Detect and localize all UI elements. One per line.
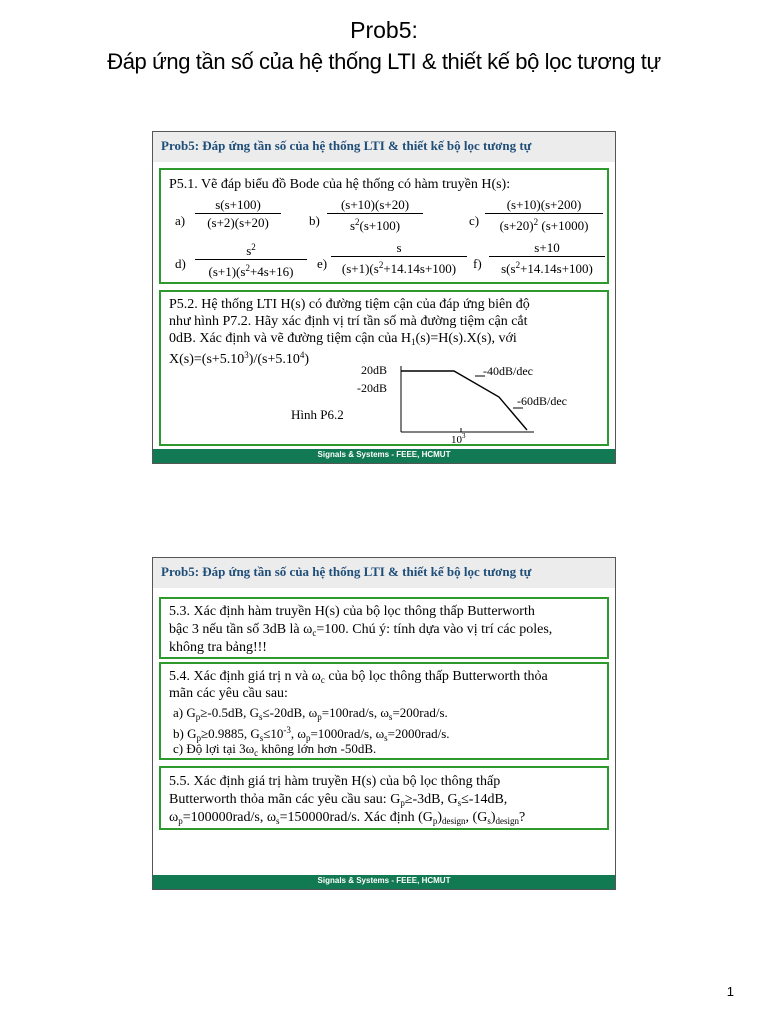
slide-1-footer (153, 449, 615, 463)
p51-f-fraction (489, 240, 605, 276)
p51-b-num: (s+10)(s+20) (327, 197, 423, 214)
p51-d-fraction (195, 240, 307, 279)
p55-line3-sub4: design (442, 816, 466, 826)
p51-d-den-a: (s+1)(s (208, 264, 246, 279)
p52-line4 (169, 347, 309, 368)
p55-line3-sub5: s (487, 816, 491, 826)
p55-line2-a: Butterworth thỏa mãn các yêu cầu sau: G (169, 792, 401, 807)
p52-line3-a: 0dB. Xác định và vẽ đường tiệm cận của H (169, 331, 412, 346)
p54-line1-b: của bộ lọc thông thấp Butterworth thỏa (324, 669, 548, 684)
page-title-line1: Prob5: (350, 17, 418, 43)
p51-b-den (327, 214, 423, 233)
p54-a-sub2: s (259, 712, 263, 722)
p54-b-sub3: p (305, 733, 311, 743)
fig-slope2-label: -60dB/dec (517, 394, 567, 408)
p51-e-label: e) (317, 256, 328, 271)
p54-b-t2: ≥0.9885, G (200, 726, 260, 741)
p51-box (159, 168, 609, 284)
p51-f-den (489, 257, 605, 276)
p51-e-den-a: (s+1)(s (341, 261, 379, 276)
p51-b-label: b) (309, 213, 320, 228)
p54-a-t5: =200rad/s. (392, 705, 448, 720)
p55-line1: 5.5. Xác định giá trị hàm truyền H(s) của bộ lọc thông thấp (169, 774, 501, 789)
fig-y-label-top: 20dB (361, 363, 388, 377)
p51-c-den (485, 214, 603, 233)
p51-c-den-sup: 2 (533, 217, 539, 227)
p54-a-t3: ≤-20dB, ω (262, 705, 318, 720)
p51-c-den-b: (s+1000) (538, 218, 589, 233)
p54-b-sub2: s (259, 733, 264, 743)
p51-d-num-a: s (246, 243, 252, 258)
p51-f-den-a: s(s (501, 261, 516, 276)
p51-d-num-sup: 2 (251, 242, 256, 252)
p53-line2-sub: c (312, 628, 317, 638)
p51-b-fraction (327, 197, 423, 233)
p55-box (159, 766, 609, 830)
p55-line3-g: ? (519, 810, 526, 825)
p55-line3-sub6: design (495, 816, 520, 826)
p54-b-t6: =2000rad/s. (387, 726, 450, 741)
fig-y-label-bottom: -20dB (357, 381, 387, 395)
p51-f-den-sup: 2 (515, 260, 521, 270)
p51-a-fraction (195, 197, 281, 230)
p55-line2-sub2: s (457, 798, 462, 808)
p51-e-fraction (331, 240, 467, 276)
p55-line3-d: ) (437, 810, 443, 825)
p51-e-den (331, 257, 467, 276)
p51-a-num: s(s+100) (195, 197, 281, 214)
p54-b-t1: b) G (173, 726, 197, 741)
p54-b-sub4: s (384, 733, 388, 743)
p54-b-t3: ≤10 (263, 726, 284, 741)
fig-x-tick-base: 10 (451, 434, 462, 446)
p55-line3-b: =100000rad/s, ω (182, 810, 277, 825)
page-number: 1 (726, 984, 734, 999)
p54-line2: mãn các yêu cầu sau: (169, 686, 288, 701)
p51-e-den-b: +14.14s+100) (383, 261, 457, 276)
p51-c-fraction (485, 197, 603, 233)
p53-line3: không tra bảng!!! (169, 640, 267, 655)
p51-title: P5.1. Vẽ đáp biểu đồ Bode của hệ thống có hàm truyền H(s): (169, 177, 511, 192)
fig-asymptote-line (401, 371, 527, 430)
slide-2 (152, 557, 616, 890)
p51-b-den-b: (s+100) (359, 218, 401, 233)
p54-c-sub: c (254, 748, 259, 758)
p53-line2-a: bậc 3 nếu tần số 3dB là ω (169, 622, 313, 637)
p52-line4-sup1: 3 (244, 350, 249, 360)
figure-caption: Hình P6.2 (291, 407, 344, 422)
p55-line2-c: ≤-14dB, (461, 792, 508, 807)
p54-b-sup: -3 (283, 725, 291, 735)
p55-line3-f: ) (490, 810, 496, 825)
p52-line3-b: (s)=H(s).X(s), với (415, 331, 517, 346)
p51-d-den-sup: 2 (245, 263, 250, 273)
page-title-line2: Đáp ứng tần số của hệ thống LTI & thiết kế bộ lọc tương tự (107, 49, 661, 74)
p54-line1-sub: c (320, 675, 325, 685)
fig-x-tick-label (451, 432, 466, 446)
p51-d-label: d) (175, 256, 186, 271)
p52-line4-c: ) (304, 352, 310, 367)
p51-c-label: c) (469, 213, 480, 228)
p51-b-den-a: s (349, 218, 355, 233)
p51-a-label: a) (175, 213, 186, 228)
p55-line3 (169, 809, 525, 830)
p54-b-sub1: p (196, 733, 201, 743)
p53-line1: 5.3. Xác định hàm truyền H(s) của bộ lọc thông thấp Butterworth (169, 604, 535, 619)
p55-line3-sub2: s (276, 816, 280, 826)
slide-1 (152, 131, 616, 464)
p54-line1-a: 5.4. Xác định giá trị n và ω (169, 669, 321, 684)
p51-f-den-b: +14.14s+100) (520, 261, 593, 276)
p55-line3-e: , (G (465, 810, 488, 825)
p53-box (159, 597, 609, 659)
p51-d-num (195, 240, 307, 260)
p51-d-den (195, 260, 307, 279)
p54-b-t4: , ω (290, 726, 306, 741)
slide-2-footer-text: Signals & Systems - FEEE, HCMUT (317, 876, 451, 885)
p51-d-den-b: +4s+16) (249, 264, 294, 279)
p52-line3-sub: 1 (411, 337, 416, 347)
p51-b-den-sup: 2 (355, 217, 360, 227)
p55-line3-sub3: p (432, 816, 438, 826)
slide-2-footer (153, 875, 615, 889)
p54-c-a: c) Độ lợi tại 3ω (173, 741, 255, 756)
p52-box (159, 290, 609, 446)
p54-a-sub4: s (388, 712, 393, 722)
p54-b-t5: =1000rad/s, ω (310, 726, 385, 741)
p54-a-sub1: p (195, 712, 201, 722)
fig-slope1-label: -40dB/dec (483, 364, 533, 378)
p54-item-c (173, 740, 376, 762)
fig-x-tick-sup: 3 (462, 432, 466, 440)
p51-e-den-sup: 2 (378, 260, 384, 270)
p52-line4-sup2: 4 (299, 350, 305, 360)
p53-line2-b: =100. Chú ý: tính dựa vào vị trí các poles, (316, 622, 553, 637)
p54-a-t2: ≥-0.5dB, G (200, 705, 260, 720)
p54-c-b: không lớn hơn -50dB. (258, 741, 377, 756)
p51-c-num: (s+10)(s+200) (485, 197, 603, 214)
p55-line2-sub1: p (400, 798, 405, 808)
p54-a-t1: a) G (173, 705, 196, 720)
p55-line2-b: ≥-3dB, G (404, 792, 458, 807)
p54-box (159, 662, 609, 760)
p55-line3-sub1: p (178, 816, 183, 826)
p51-e-num: s (331, 240, 467, 257)
slide-2-header (153, 558, 615, 588)
slide-1-header (153, 132, 615, 162)
p51-c-den-a: (s+20) (499, 218, 534, 233)
p52-line4-a: X(s)=(s+5.10 (169, 352, 245, 367)
p51-f-label: f) (473, 256, 482, 271)
p54-a-t4: =100rad/s, ω (321, 705, 389, 720)
p55-line3-c: =150000rad/s. Xác định (G (279, 810, 433, 825)
p52-line1: P5.2. Hệ thống LTI H(s) có đường tiệm cận của đáp ứng biên độ (169, 297, 530, 312)
slide-2-header-text: Prob5: Đáp ứng tần số của hệ thống LTI & thiết kế bộ lọc tương tự (161, 564, 532, 579)
p51-f-num: s+10 (489, 240, 605, 257)
p51-a-den: (s+2)(s+20) (207, 215, 269, 230)
p55-line3-a: ω (169, 810, 179, 825)
slide-1-header-text: Prob5: Đáp ứng tần số của hệ thống LTI & thiết kế bộ lọc tương tự (161, 138, 532, 153)
slide-1-footer-text: Signals & Systems - FEEE, HCMUT (317, 450, 451, 459)
p52-line4-b: )/(s+5.10 (248, 352, 300, 367)
p54-a-sub3: p (317, 712, 322, 722)
p52-line2: như hình P7.2. Hãy xác định vị trí tần số mà đường tiệm cận cắt (169, 314, 528, 329)
